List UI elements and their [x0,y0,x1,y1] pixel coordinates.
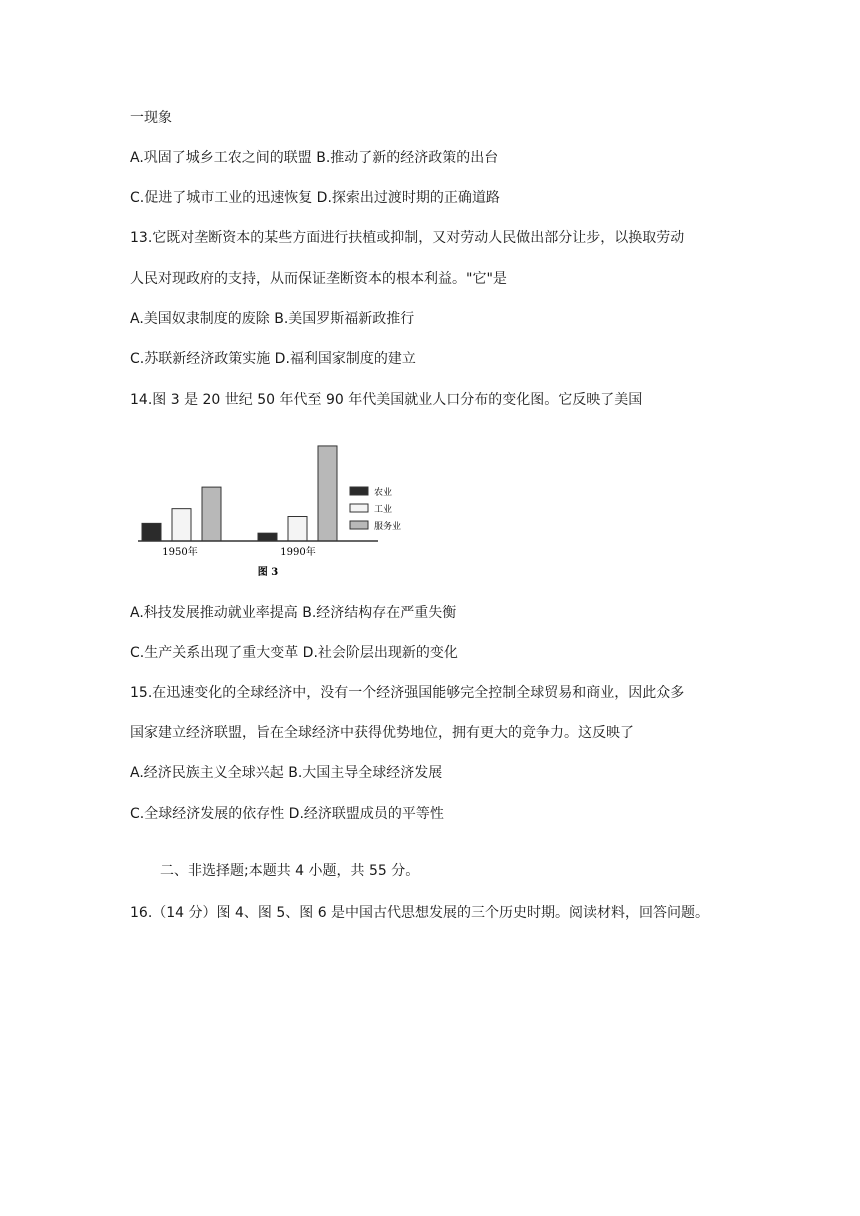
bar-agriculture-1 [258,533,277,541]
bar-agriculture-0 [142,523,161,541]
option-line: C.生产关系出现了重大变革 D.社会阶层出现新的变化 [130,645,458,661]
option-line: A.经济民族主义全球兴起 B.大国主导全球经济发展 [130,765,443,781]
legend-label-services: 服务业 [374,522,402,532]
option-line: C.全球经济发展的依存性 D.经济联盟成员的平等性 [130,806,444,822]
legend-label-industry: 工业 [374,505,393,515]
x-tick-label: 1990年 [280,547,316,558]
bar-industry-0 [172,509,191,541]
text-line: 一现象 [130,110,172,126]
legend-label-agriculture: 农业 [374,488,393,498]
option-line: A.巩固了城乡工农之间的联盟 B.推动了新的经济政策的出台 [130,150,499,166]
section-heading: 二、非选择题;本题共 4 小题，共 55 分。 [160,863,420,879]
bar-services-1 [318,446,337,541]
option-line: C.苏联新经济政策实施 D.福利国家制度的建立 [130,351,416,367]
question-15: 15.在迅速变化的全球经济中，没有一个经济强国能够完全控制全球贸易和商业，因此众多 [130,685,685,701]
legend [350,486,401,532]
x-tick-label: 1950年 [162,547,198,558]
legend-swatch-services [350,521,368,529]
option-line: A.美国奴隶制度的废除 B.美国罗斯福新政推行 [130,311,415,327]
question-13: 13.它既对垄断资本的某些方面进行扶植或抑制，又对劳动人民做出部分让步，以换取劳动 [130,230,685,246]
chart-caption: 图 3 [257,567,279,578]
legend-swatch-agriculture [350,487,368,495]
option-line: A.科技发展推动就业率提高 B.经济结构存在严重失衡 [130,605,457,621]
bars-group [142,446,337,541]
question-15-cont: 国家建立经济联盟，旨在全球经济中获得优势地位，拥有更大的竞争力。这反映了 [130,725,634,741]
question-16: 16.（14 分）图 4、图 5、图 6 是中国古代思想发展的三个历史时期。阅读材料，回答问题。 [130,905,710,921]
employment-bar-chart [138,438,402,580]
bar-services-0 [202,487,221,541]
question-13-cont: 人民对现政府的支持，从而保证垄断资本的根本利益。"它"是 [130,271,507,287]
bar-industry-1 [288,517,307,542]
option-line: C.促进了城市工业的迅速恢复 D.探索出过渡时期的正确道路 [130,190,500,206]
question-14: 14.图 3 是 20 世纪 50 年代至 90 年代美国就业人口分布的变化图。它反映了美国 [130,392,643,408]
legend-swatch-industry [350,504,368,512]
